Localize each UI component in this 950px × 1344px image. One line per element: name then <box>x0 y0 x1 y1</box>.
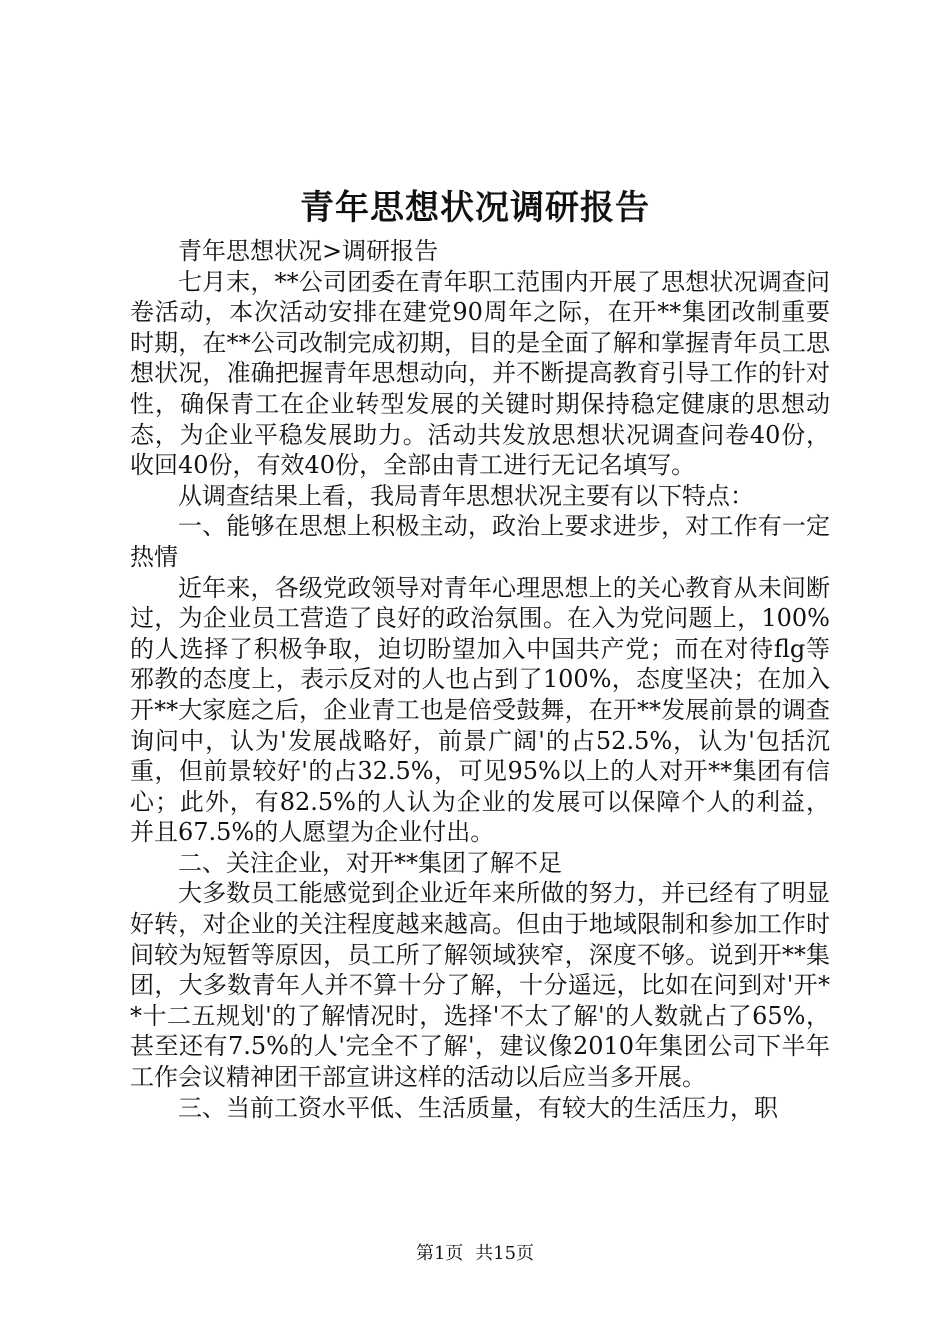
page-footer: 第1页 共15页 <box>415 1243 535 1264</box>
paragraph-intro: 七月末，**公司团委在青年职工范围内开展了思想状况调查问卷活动，本次活动安排在建党90周年之际，在开**集团改制重要时期，在**公司改制完成初期，目的是全面了解和掌握青年员工思想状况，准确把握青年思想动向，并不断提高教育引导工作的针对性，确保青工在企业转型发展的关键时期保持稳定健康的思想动态，为企业平稳发展助力。活动共发放思想状况调查问卷40份，收回40份，有效40份，全部由青工进行无记名填写。 <box>130 267 830 480</box>
document-title: 青年思想状况调研报告 <box>300 188 650 228</box>
section-heading-1: 一、能够在思想上积极主动，政治上要求进步，对工作有一定热情 <box>130 512 830 571</box>
paragraph-section-2: 大多数员工能感觉到企业近年来所做的努力，并已经有了明显好转，对企业的关注程度越来越高。但由于地域限制和参加工作时间较为短暂等原因，员工所了解领域狭窄，深度不够。说到开**集团，大多数青年人并不算十分了解，十分遥远，比如在问到对'开**十二五规划'的了解情况时，选择'不太了解'的人数就占了65%，甚至还有7.5%的人'完全不了解'，建议像2010年集团公司下半年工作会议精神团干部宣讲这样的活动以后应当多开展。 <box>130 879 830 1092</box>
section-heading-2: 二、关注企业，对开**集团了解不足 <box>178 848 562 877</box>
paragraph-section-1: 近年来，各级党政领导对青年心理思想上的关心教育从未间断过，为企业员工营造了良好的政治氛围。在入为党问题上，100%的人选择了积极争取，迫切盼望加入中国共产党；而在对待flg等邪教的态度上，表示反对的人也占到了100%，态度坚决；在加入开**大家庭之后，企业青工也是倍受鼓舞，在开**发展前景的调查询问中，认为'发展战略好，前景广阔'的占52.5%，认为'包括沉重，但前景较好'的占32.5%，可见95%以上的人对开**集团有信心；此外，有82.5%的人认为企业的发展可以保障个人的利益，并且67.5%的人愿望为企业付出。 <box>130 573 830 847</box>
document-body <box>130 236 830 1123</box>
paragraph-subtitle: 青年思想状况>调研报告 <box>178 237 439 265</box>
paragraph-summary: 从调查结果上看，我局青年思想状况主要有以下特点： <box>178 481 754 510</box>
section-heading-3: 三、当前工资水平低、生活质量，有较大的生活压力，职 <box>178 1093 778 1122</box>
